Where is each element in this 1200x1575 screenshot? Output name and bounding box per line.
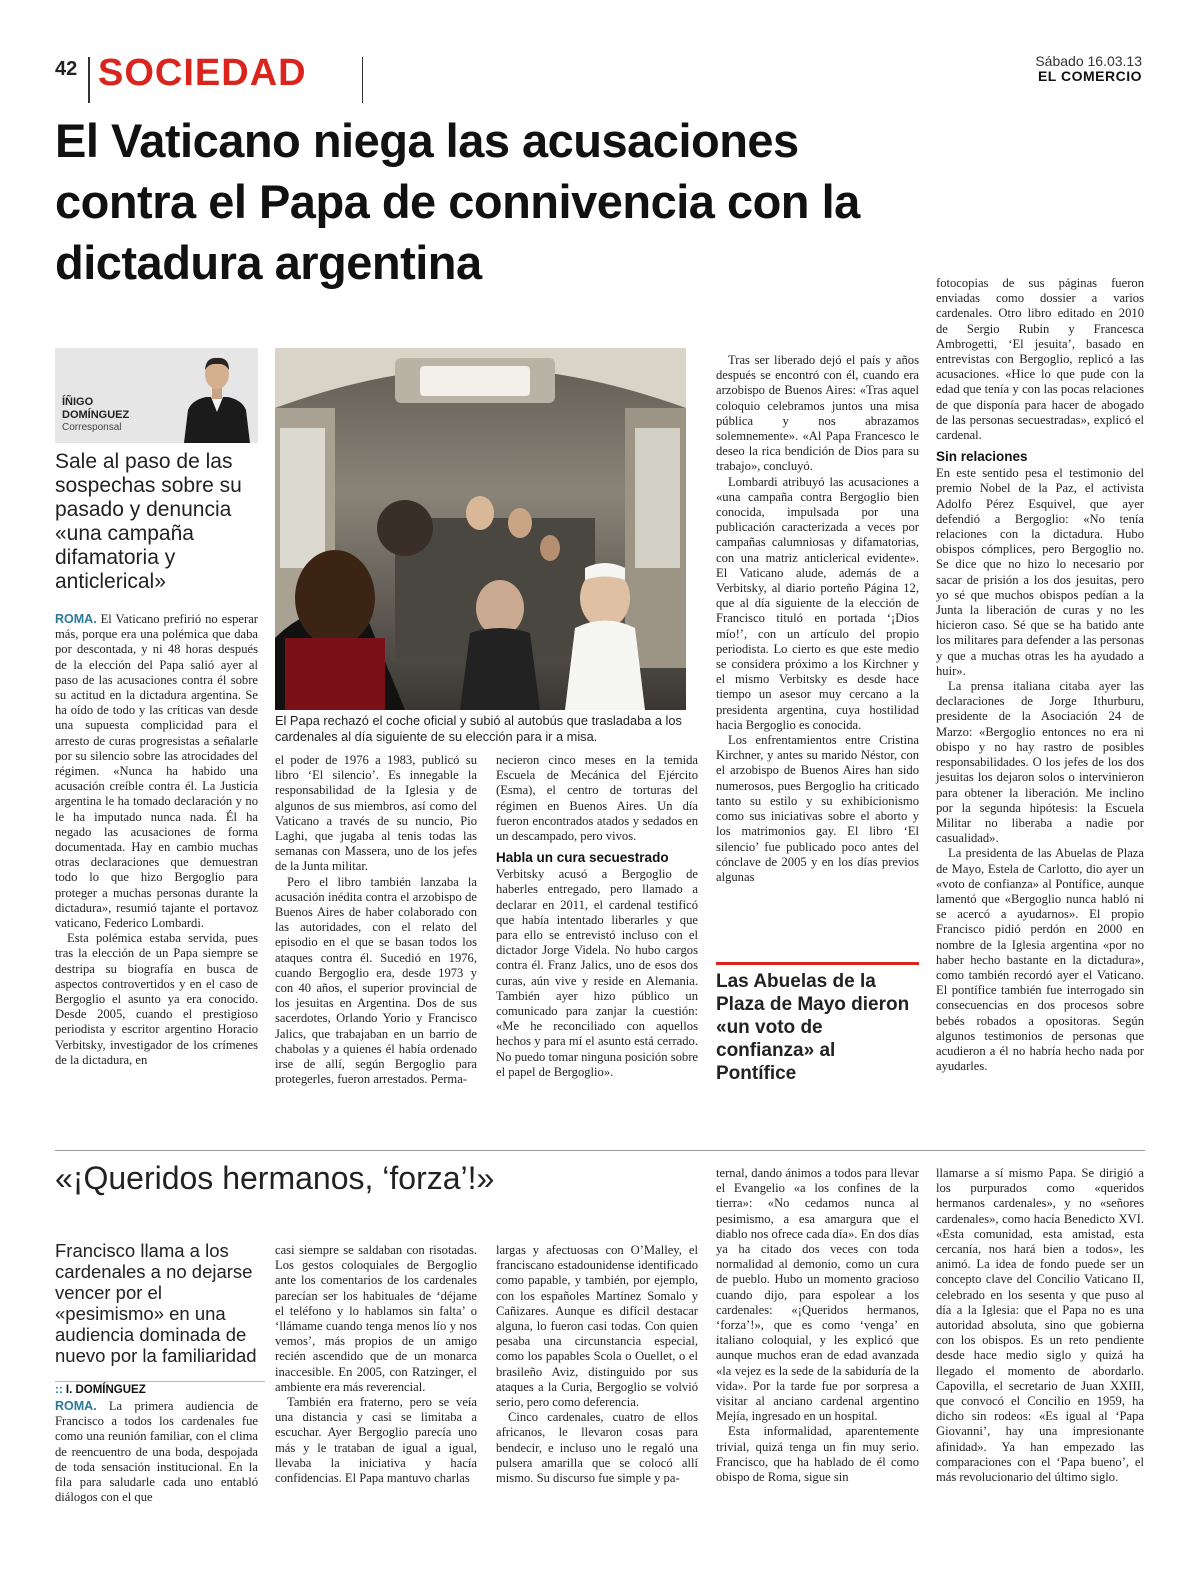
section-title: SOCIEDAD	[98, 52, 307, 94]
body-paragraph: Esta polémica estaba servida, pues tras la elección de un Papa siempre se destripa su biografía en busca de aspectos controvertidos y en el caso de Bergoglio el asunto ya era conocido. Desde 2005, cuando el prestigioso periodista y escritor argentino Horacio Verbitsky, investigador de los crímenes de la dictadura, en	[55, 931, 258, 1067]
dateline: ROMA.	[55, 1399, 97, 1413]
author-role: Corresponsal	[62, 422, 122, 433]
author-name: ÍÑIGO DOMÍNGUEZ	[62, 396, 130, 421]
body-paragraph: Pero el libro también lanzaba la acusación inédita contra el arzobispo de Buenos Aires de haber colaborado con las autoridades, con el relato del episodio en el que se basan todos los ataques contra él. Sucedió en 1976, cuando Bergoglio era, desde 1973 y con 40 años, el superior provincial de los jesuitas en Argentina. Dos de sus sacerdotes, Orlando Yorio y Francisco Jalics, que trabajaban en un barrio de chabolas y a quienes él había ordenado irse de allí, según Bergoglio para protegerles, fueron arrestados. Perma-	[275, 874, 477, 1087]
article-deck: Sale al paso de las sospechas sobre su pasado y denuncia «una campaña difamatoria y anticlerical»	[55, 450, 242, 593]
article-column-4	[716, 353, 919, 885]
issue-date: Sábado 16.03.13	[1035, 53, 1142, 69]
body-paragraph: Los enfrentamientos entre Cristina Kirchner, y antes su marido Néstor, con el arzobispo de Buenos Aires han sido numerosos, pues Bergoglio ha criticado tanto su estilo y su exhibicionismo como sus iniciativas sobre el aborto y los matrimonios gay. El libro ‘El silencio’ fue publicado poco antes del cónclave de 2005 y en los días previos algunas	[716, 733, 919, 884]
article-headline: El Vaticano niega las acusaciones contra el Papa de connivencia con la dictadura argentina	[55, 114, 860, 289]
article-column-1	[55, 612, 258, 1068]
article-column-5	[936, 276, 1144, 1074]
body-paragraph: Cinco cardenales, cuatro de ellos africanos, le llevaron cosas para bendecir, e incluso uno le regaló una pulsera amarilla que se colocó allí mismo. Su discurso fue simple y pa-	[496, 1410, 698, 1486]
subheading: Habla un cura secuestrado	[496, 850, 669, 866]
bus-photo	[275, 348, 686, 710]
section-divider-right	[362, 57, 363, 103]
body-paragraph: Tras ser liberado dejó el país y años después se encontró con él, cuando era arzobispo de Buenos Aires: «Tras aquel coloquio celebramos juntos una misa pública y nos abrazamos solemnemente». «Al Papa Francesco le deseo la rica bendición de Dios para su trabajo», concluyó.	[716, 353, 919, 474]
second-article-column-2	[275, 1243, 477, 1486]
body-paragraph: El Vaticano prefirió no esperar más, porque era una polémica que daba por descontada, y ni 48 horas después de la elección del Papa salió ayer al paso de las acusaciones contra él sobre su actitud en la dictadura argentina. Se ha oído de todo y las críticas van desde una supuesta complicidad para el arresto de curas progresistas a señalarle por su silencio sobre las atrocidades del régimen. «Nunca ha habido una acusación creíble contra él. La Justicia argentina le ha tomado declaración y no le ha imputado nunca nada. Él ha negado las acusaciones de forma documentada. Hay en cambio muchas otras declaraciones que demuestran todo lo que hizo Bergoglio para proteger a muchas personas durante la dictadura», resumió tajante el portavoz vaticano, Federico Lombardi.	[55, 612, 258, 931]
page-number: 42	[55, 58, 78, 80]
body-paragraph: ternal, dando ánimos a todos para llevar el Evangelio «a los confines de la tierra»: «No cedamos nunca al pesimismo, a esa amargura que el diablo nos ofrece cada día». En dos días ya ha citado dos veces con toda normalidad al demonio, como un cura de pueblo. Hubo un momento gracioso cuando dijo, para espolear a los cardenales: «¡Queridos hermanos, ‘forza’!», que es como ‘venga’ en italiano coloquial, y les explicó que aunque muchos eran de edad avanzada «la vejez es la sede de la sabiduría de la vida». Por la tarde fue por sorpresa a visitar al anciano cardenal argentino Mejía, ingresado en un hospital.	[716, 1166, 919, 1424]
body-paragraph: necieron cinco meses en la temida Escuela de Mecánica del Ejército (Esma), el centro de torturas del régimen en Buenos Aires. Un día fueron encontrados atados y sedados en un descampado, pero vivos.	[496, 753, 698, 844]
body-paragraph: Verbitsky acusó a Bergoglio de haberles entregado, pero llamado a declarar en 2011, el cardenal testificó que había intentado liberarles y que para ello se entrevistó incluso con el dictador Jorge Videla. No hubo cargos contra él. Franz Jalics, uno de esos dos curas, aún vive y reside en Alemania. También ayer hizo público un comunicado para zanjar la cuestión: «Me he reconciliado con aquellos hechos y para mí el asunto está cerrado. No puedo tomar ninguna posición sobre el papel de Bergoglio».	[496, 867, 698, 1079]
body-paragraph: La presidenta de las Abuelas de Plaza de Mayo, Estela de Carlotto, dio ayer un «voto de confianza» al Pontífice, aunque lamentó que «Bergoglio nunca habló ni se acercó a ayudarnos». El propio Francisco pidió perdón en 2000 en nombre de la Iglesia argentina «por no haber hecho bastante en la dictadura», como también recordó ayer el Vaticano. El pontífice también fue interrogado sin consecuencias en dos procesos sobre bebés robados a opositoras. Según algunos testimonios de personas que acudieron a él no habría hecho nada por ayudarles.	[936, 846, 1144, 1074]
body-paragraph: La prensa italiana citaba ayer las declaraciones de Jorge Ithurburu, presidente de la Asociación 24 de Marzo: «Bergoglio entonces no era ni obispo y no hay rastro de posibles responsabilidades. O los jefes de los dos jesuitas los dejaron solos o intervinieron para obtener la liberación. Me inclino por la segunda hipótesis: la Escuela Militar no liberaba a nadie por casualidad».	[936, 679, 1144, 846]
body-paragraph: Esta informalidad, aparentemente trivial, quizá tenga un fin muy serio. Francisco, que ha hablado de él como obispo de Roma, sigue sin	[716, 1424, 919, 1485]
section-divider	[88, 57, 90, 103]
body-paragraph: largas y afectuosas con O’Malley, el franciscano estadounidense identificado como papable, y también, por ejemplo, con los españoles Martínez Somalo y Cañizares. Aunque es difícil destacar alguna, lo fueron casi todas. Con quien pesaba una circunstancia especial, como los papables Scola o Ouellet, o el brasileño Aviz, distinguido por sus ataques a la Curia, Bergoglio se volvió serio, pero como deferencia.	[496, 1243, 698, 1410]
second-article-headline: «¡Queridos hermanos, ‘forza’!»	[55, 1160, 495, 1196]
article-column-3	[496, 753, 698, 1080]
article-separator	[55, 1150, 1145, 1151]
photo-caption: El Papa rechazó el coche oficial y subió al autobús que trasladaba a los cardenales al día siguiente de su elección para ir a misa.	[275, 713, 682, 744]
body-paragraph: casi siempre se saldaban con risotadas. Los gestos coloquiales de Bergoglio ante los comentarios de los cardenales parecían ser los habituales de ‘déjame el teléfono y lo hablamos sin falta’ o ‘llámame cuando tenga menos lío y nos vemos’, más propios de un amigo recién ascendido que de un monarca inaccesible. En 2005, con Ratzinger, el ambiente era más reverencial.	[275, 1243, 477, 1394]
second-article-column-4	[716, 1166, 919, 1485]
body-paragraph: También era fraterno, pero se veía una distancia y casi se limitaba a escuchar. Ayer Bergoglio parecía uno más y le trataban de igual a igual, llevaba la iniciativa y hacía confidencias. El Papa mantuvo charlas	[275, 1395, 477, 1486]
pull-quote: Las Abuelas de la Plaza de Mayo dieron «un voto de confianza» al Pontífice	[716, 971, 910, 1084]
byline-marker: ::	[55, 1384, 63, 1396]
second-article-column-1	[55, 1399, 258, 1505]
second-article-column-5	[936, 1166, 1144, 1485]
second-article-deck: Francisco llama a los cardenales a no dejarse vencer por el «pesimismo» en una audiencia dominada de nuevo por la familiaridad	[55, 1240, 257, 1366]
second-article-byline	[55, 1381, 265, 1396]
newspaper-name: EL COMERCIO	[1037, 68, 1142, 84]
subheading: Sin relaciones	[936, 449, 1028, 465]
dateline: ROMA.	[55, 612, 97, 626]
second-article-column-3	[496, 1243, 698, 1486]
byline-name: I. DOMÍNGUEZ	[65, 1384, 146, 1396]
article-column-2	[275, 753, 477, 1087]
author-portrait	[178, 350, 256, 443]
body-paragraph: el poder de 1976 a 1983, publicó su libro ‘El silencio’. Es innegable la responsabilidad de la Iglesia y de algunos de sus miembros, así como del Vaticano a través de su nuncio, Pio Laghi, que jugaba al tenis todas las semanas con Massera, uno de los jefes de la Junta militar.	[275, 753, 477, 874]
body-paragraph: llamarse a sí mismo Papa. Se dirigió a los purpurados como «queridos hermanos cardenales», y no «señores cardenales», como hacía Benedicto XVI. «Esta comunidad, esta amistad, esta cercanía, nos hará bien a todos», les animó. La idea de fondo puede ser un concepto clave del Concilio Vaticano II, celebrado en los sesenta y que puso al día a la Iglesia: que el Papa no es una autoridad absoluta, sino que gobierna con los obispos. Es un reto pendiente desde hace medio siglo y quizá ha llegado el momento de abordarlo. Capovilla, el secretario de Juan XXIII, que convocó el Concilio en 1959, ha dicho sin rodeos: «Es igual al ‘Papa Giovanni’, hay una impresionante afinidad». Ya han empezado las comparaciones con el ‘Papa bueno’, el más revolucionario del último siglo.	[936, 1166, 1144, 1485]
body-paragraph: En este sentido pesa el testimonio del premio Nobel de la Paz, el activista Adolfo Pérez Esquivel, que ayer defendió a Bergoglio: «No tenía relaciones con la dictadura. Hubo obispos cómplices, pero Bergoglio no. Se dice que no hizo lo necesario por sacar de prisión a los dos jesuitas, pero yo sé que muchos obispos pedían a la Junta la liberación de curas y no les hicieron caso. Sé que se ha batido ante los militares para defender a las personas y que a muchas otras les ha ayudado a huir».	[936, 466, 1144, 678]
body-paragraph: Lombardi atribuyó las acusaciones a «una campaña contra Bergoglio bien conocida, impulsada por una publicación caracterizada a veces por campañas calumniosas y difamatorias, con una matriz anticlerical evidente». El Vaticano alude, además de a Verbitsky, al diario porteño Página 12, que al día siguiente de la elección de Francisco tituló en portada ‘¡Dios mío!’, con un artículo del propio periodista. Lo cierto es que este medio se considera próximo a los Kirchner y el mismo Verbitsky es desde hace tiempo un asesor muy cercano a la presidenta argentina, cuya hostilidad hacia Bergoglio es conocida.	[716, 474, 919, 732]
pull-quote-rule	[716, 962, 919, 965]
body-paragraph: La primera audiencia de Francisco a todos los cardenales fue como una reunión familiar, con el clima de reencuentro de una boda, despojada de toda sensación institucional. En la fila para saludarle cada uno entabló diálogos con el que	[55, 1399, 258, 1505]
body-paragraph: fotocopias de sus páginas fueron enviadas como dossier a varios cardenales. Otro libro editado en 2010 de Sergio Rubin y Francesca Ambrogetti, ‘El jesuita’, basado en entrevistas con Bergoglio, replicó a las acusaciones. «Hice lo que pude con la edad que tenía y con las pocas relaciones de que disponía para hacer de abogado de las personas secuestradas», explicó el cardenal.	[936, 276, 1144, 443]
